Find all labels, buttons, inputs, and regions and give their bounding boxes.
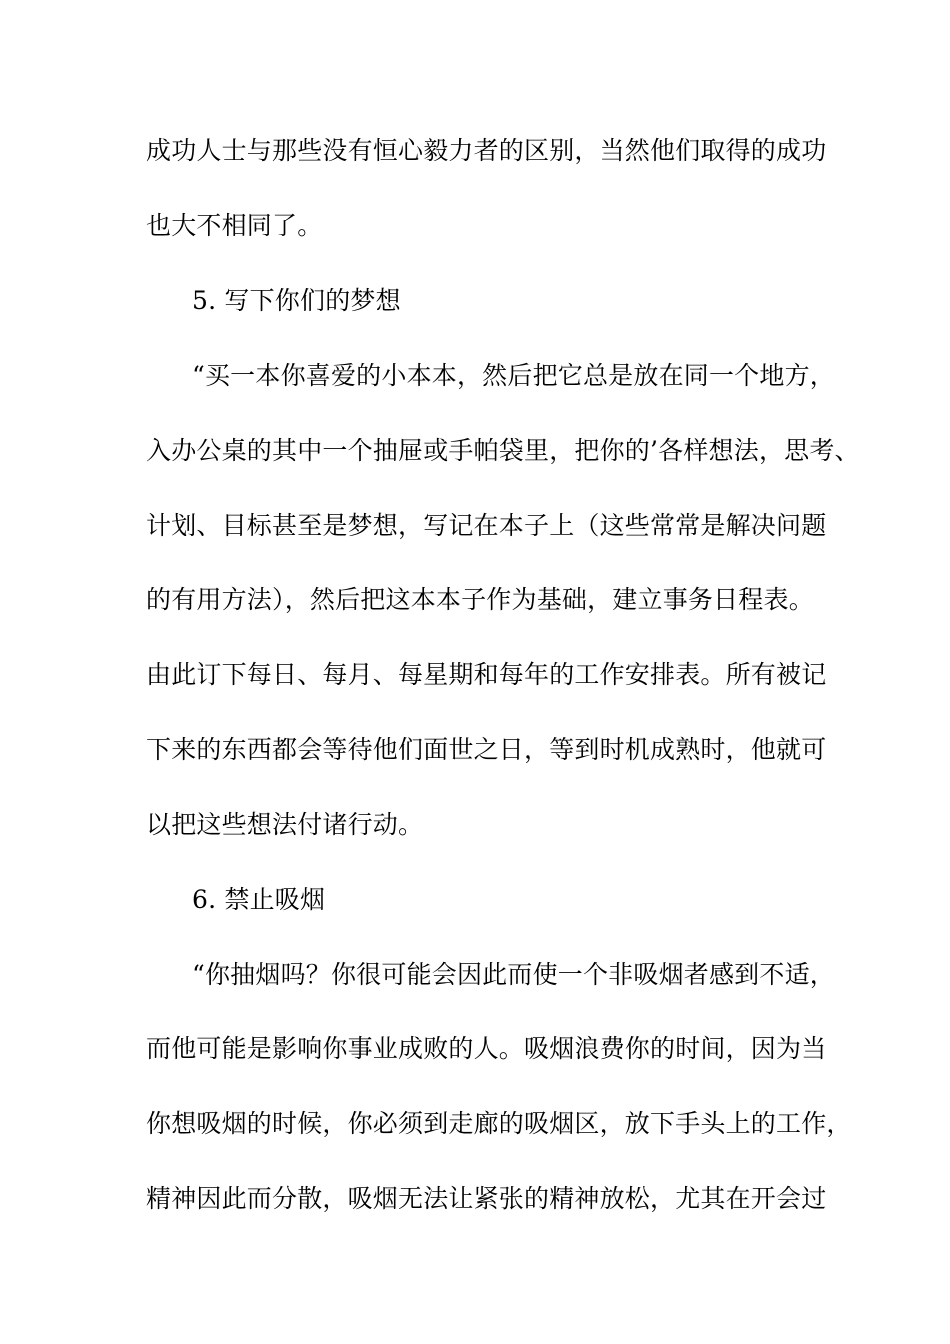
- body-text-line: 也大不相同了。: [146, 211, 323, 240]
- section-heading-5: 5. 写下你们的梦想: [192, 286, 401, 315]
- body-text-line: 精神因此而分散，吸烟无法让紧张的精神放松，尤其在开会过: [146, 1184, 827, 1213]
- body-text-line: 入办公桌的其中一个抽屉或手帕袋里，把你的’各样想法，思考、: [146, 436, 860, 465]
- body-text-line: 下来的东西都会等待他们面世之日，等到时机成熟时，他就可: [146, 735, 827, 764]
- body-text-line: 而他可能是影响你事业成败的人。吸烟浪费你的时间，因为当: [146, 1034, 827, 1063]
- body-text-line: “买一本你喜爱的小本本，然后把它总是放在同一个地方，: [192, 361, 835, 390]
- body-text-line: 你想吸烟的时候，你必须到走廊的吸烟区，放下手头上的工作，: [146, 1109, 852, 1138]
- body-text-line: 以把这些想法付诸行动。: [146, 810, 424, 839]
- body-text-line: 计划、目标甚至是梦想，写记在本子上（这些常常是解决问题: [146, 511, 827, 540]
- body-text-line: “你抽烟吗？你很可能会因此而使一个非吸烟者感到不适，: [192, 960, 835, 989]
- body-text-line: 成功人士与那些没有恒心毅力者的区别，当然他们取得的成功: [146, 136, 827, 165]
- body-text-line: 的有用方法），然后把这本本子作为基础，建立事务日程表。: [146, 585, 814, 614]
- body-text-line: 由此订下每日、每月、每星期和每年的工作安排表。所有被记: [146, 660, 827, 689]
- section-heading-6: 6. 禁止吸烟: [192, 885, 326, 914]
